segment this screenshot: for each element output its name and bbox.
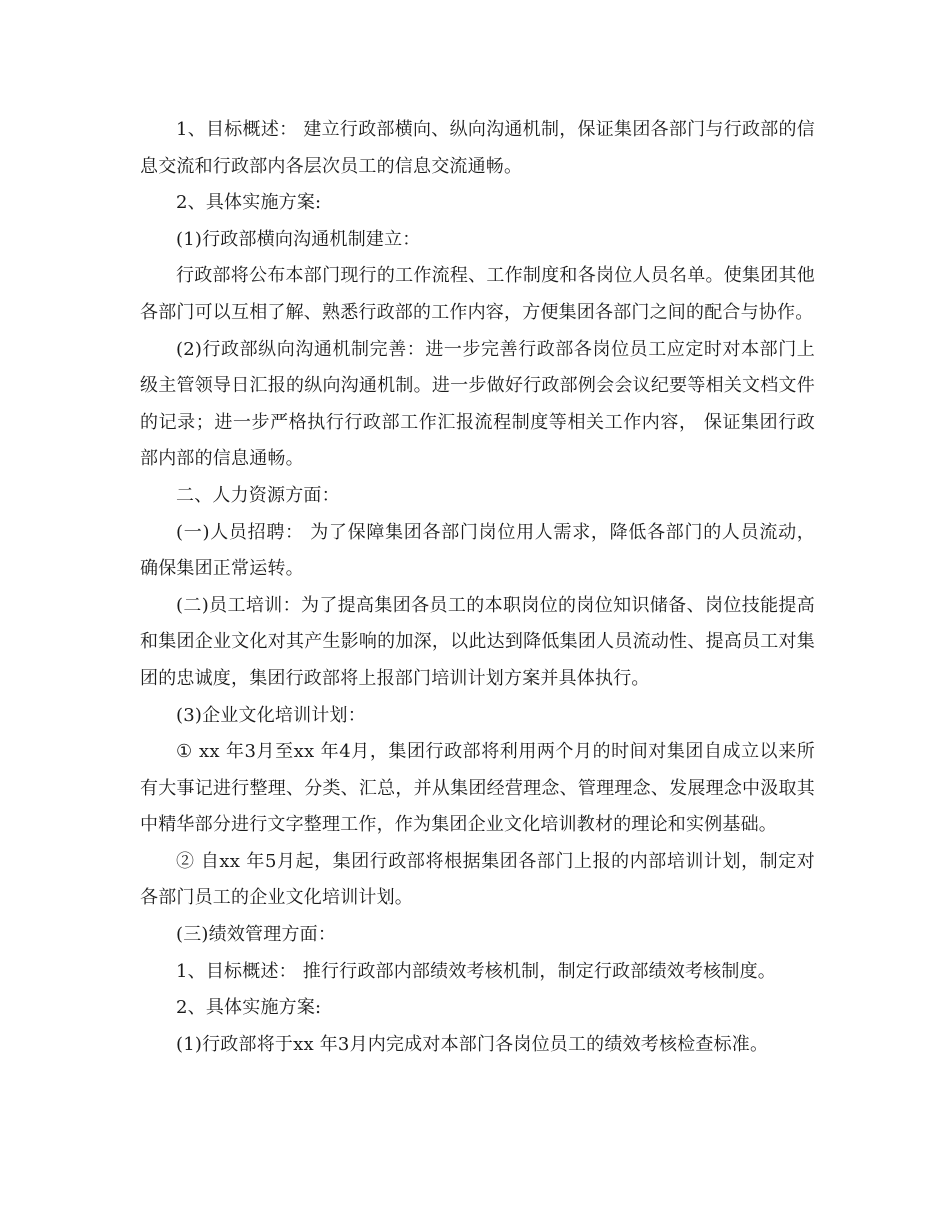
paragraph-11: ② 自xx 年5月起，集团行政部将根据集团各部门上报的内部培训计划，制定对各部门员工的企业文化培训计划。	[140, 850, 815, 909]
paragraph-15: (1)行政部将于xx 年3月内完成对本部门各岗位员工的绩效考核检查标准。	[176, 1033, 769, 1055]
document-body	[140, 112, 815, 1063]
paragraph-10: ① xx 年3月至xx 年4月，集团行政部将利用两个月的时间对集团自成立以来所有大事记进行整理、分类、汇总，并从集团经营理念、管理理念、发展理念中汲取其中精华部分进行文字整理工作，作为集团企业文化培训教材的理论和实例基础。	[140, 741, 815, 836]
paragraph-2: 2、具体实施方案:	[176, 192, 322, 214]
paragraph-8: (二)员工培训：为了提高集团各员工的本职岗位的岗位知识储备、岗位技能提高和集团企业文化对其产生影响的加深，以此达到降低集团人员流动性、提高员工对集团的忠诚度，集团行政部将上报部门培训计划方案并具体执行。	[140, 594, 815, 689]
paragraph-13: 1、目标概述： 推行行政部内部绩效考核机制，制定行政部绩效考核制度。	[176, 960, 776, 982]
paragraph-4: 行政部将公布本部门现行的工作流程、工作制度和各岗位人员名单。使集团其他各部门可以互相了解、熟悉行政部的工作内容，方便集团各部门之间的配合与协作。	[140, 265, 815, 323]
paragraph-7: (一)人员招聘： 为了保障集团各部门岗位用人需求，降低各部门的人员流动，确保集团正常运转。	[140, 521, 815, 580]
paragraph-9: (3)企业文化培训计划：	[176, 704, 366, 726]
paragraph-1: 1、目标概述： 建立行政部横向、纵向沟通机制，保证集团各部门与行政部的信息交流和行政部内各层次员工的信息交流通畅。	[140, 119, 815, 177]
paragraph-5: (2)行政部纵向沟通机制完善：进一步完善行政部各岗位员工应定时对本部门上级主管领导日汇报的纵向沟通机制。进一步做好行政部例会会议纪要等相关文档文件的记录；进一步严格执行行政部工作汇报流程制度等相关工作内容， 保证集团行政部内部的信息通畅。	[140, 338, 815, 470]
paragraph-14: 2、具体实施方案:	[176, 997, 322, 1019]
paragraph-3: (1)行政部横向沟通机制建立：	[176, 228, 421, 250]
paragraph-6: 二、人力资源方面：	[176, 484, 340, 506]
paragraph-12: (三)绩效管理方面：	[176, 924, 337, 946]
